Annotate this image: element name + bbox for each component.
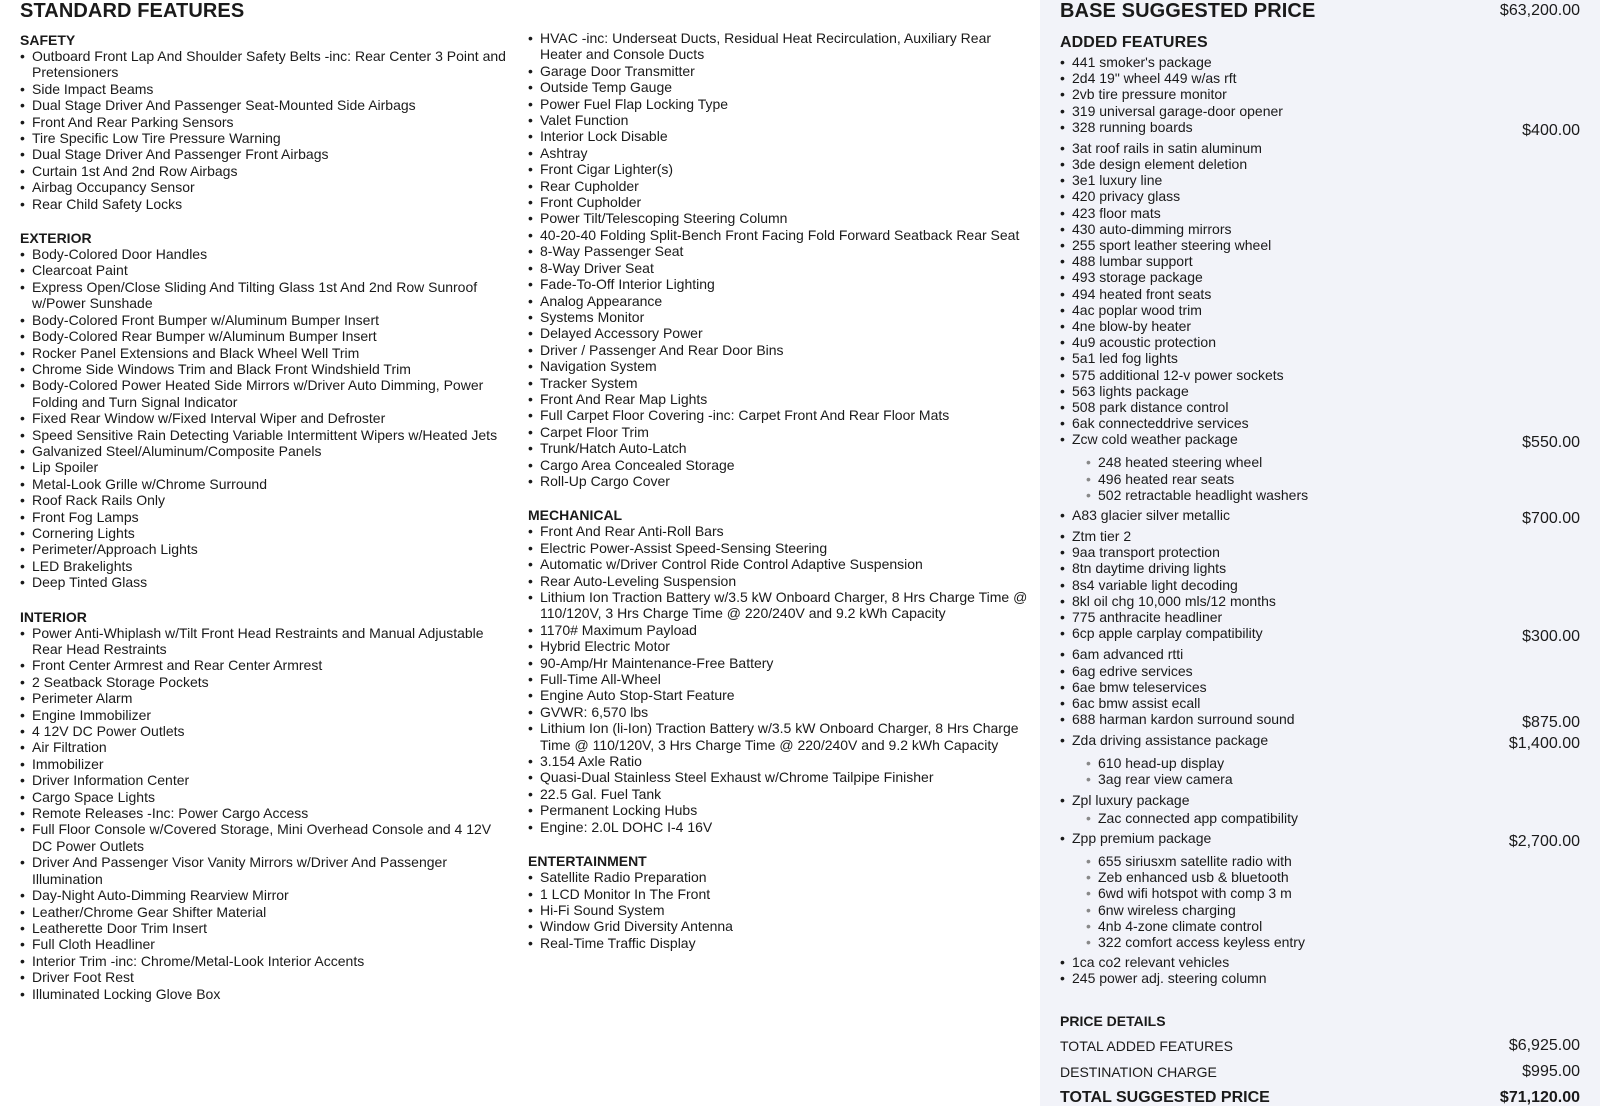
feature-item: • Window Grid Diversity Antenna: [528, 918, 1028, 934]
feature-item: • Dual Stage Driver And Passenger Seat-Mounted Side Airbags: [20, 97, 510, 113]
added-feature-label: • Zcw cold weather package: [1072, 431, 1238, 448]
feature-item: • Hi-Fi Sound System: [528, 902, 1028, 918]
feature-item: • Body-Colored Front Bumper w/Aluminum Bumper Insert: [20, 312, 510, 328]
added-feature-label: • 494 heated front seats: [1072, 285, 1212, 302]
added-feature-label: • 9aa transport protection: [1072, 544, 1220, 561]
feature-item: • Full Cloth Headliner: [20, 936, 510, 952]
section-title: MECHANICAL: [528, 507, 623, 524]
total-label: TOTAL SUGGESTED PRICE: [1060, 1088, 1270, 1106]
added-feature-price: $400.00: [1522, 121, 1580, 139]
added-feature-label: • 423 floor mats: [1072, 204, 1161, 221]
added-feature-label: • 2d4 19" wheel 449 w/as rft: [1072, 70, 1237, 87]
feature-item: • Driver And Passenger Visor Vanity Mirrors w/Driver And Passenger Illumination: [20, 854, 510, 887]
feature-item: • Ashtray: [528, 145, 1028, 161]
feature-section: [528, 30, 1028, 489]
added-feature-label: • 2vb tire pressure monitor: [1072, 86, 1227, 103]
added-feature-label: • 3e1 luxury line: [1072, 172, 1163, 189]
feature-item: • Rear Child Safety Locks: [20, 196, 510, 212]
added-feature-item: [1060, 103, 1580, 119]
added-feature-item: [1060, 318, 1580, 334]
feature-section: [20, 609, 510, 1002]
feature-item: • Carpet Floor Trim: [528, 424, 1028, 440]
added-feature-label: • 255 sport leather steering wheel: [1072, 237, 1272, 254]
package-content-item: • 496 heated rear seats: [1086, 471, 1580, 487]
added-feature-price: $2,700.00: [1508, 832, 1580, 850]
feature-item: • Interior Trim -inc: Chrome/Metal-Look Interior Accents: [20, 953, 510, 969]
added-feature-item: [1060, 415, 1580, 431]
feature-item: • Speed Sensitive Rain Detecting Variable Intermittent Wipers w/Heated Jets: [20, 427, 510, 443]
base-price-value: $63,200.00: [1499, 2, 1580, 19]
feature-item: • Remote Releases -Inc: Power Cargo Access: [20, 805, 510, 821]
added-feature-price: $875.00: [1522, 714, 1580, 732]
feature-item: • Deep Tinted Glass: [20, 574, 510, 590]
added-feature-label: • A83 glacier silver metallic: [1072, 507, 1230, 524]
added-feature-item: [1060, 286, 1580, 302]
feature-item: • Driver Information Center: [20, 772, 510, 788]
added-feature-label: • 6am advanced rtti: [1072, 646, 1184, 663]
feature-item: • Full-Time All-Wheel: [528, 671, 1028, 687]
added-feature-item: [1060, 399, 1580, 415]
feature-item: • Outside Temp Gauge: [528, 79, 1028, 95]
feature-item: • Chrome Side Windows Trim and Black Front Windshield Trim: [20, 361, 510, 377]
section-title: SAFETY: [20, 32, 76, 48]
feature-item: • Garage Door Transmitter: [528, 63, 1028, 79]
feature-item: • Driver / Passenger And Rear Door Bins: [528, 342, 1028, 358]
feature-item: • Fixed Rear Window w/Fixed Interval Wiper and Defroster: [20, 410, 510, 426]
total-added-value: $6,925.00: [1508, 1036, 1580, 1054]
total-added-row: [1060, 1037, 1580, 1055]
added-feature-item: [1060, 237, 1580, 253]
feature-item: • 1 LCD Monitor In The Front: [528, 886, 1028, 902]
price-details: [1060, 1013, 1580, 1107]
price-details-title: PRICE DETAILS: [1060, 1012, 1166, 1029]
feature-item: • Front And Rear Parking Sensors: [20, 114, 510, 130]
added-feature-item: [1060, 711, 1580, 732]
added-feature-item: [1060, 792, 1580, 826]
added-feature-item: [1060, 188, 1580, 204]
feature-item: • Lip Spoiler: [20, 459, 510, 475]
feature-list: [528, 869, 1028, 951]
feature-item: • Full Carpet Floor Covering -inc: Carpet Front And Rear Floor Mats: [528, 407, 1028, 423]
added-feature-label: • 245 power adj. steering column: [1072, 970, 1267, 987]
feature-item: • Lithium Ion (li-Ion) Traction Battery w/3.5 kW Onboard Charger, 8 Hrs Charge Time @ 110/120V, 3 Hrs Charge Time @ 220/240V and 9.2 kWh Capacity: [528, 720, 1028, 753]
total-row: [1060, 1089, 1580, 1107]
feature-item: • Cargo Area Concealed Storage: [528, 457, 1028, 473]
package-content-item: • 3ag rear view camera: [1086, 771, 1580, 787]
base-price-label: BASE SUGGESTED PRICE: [1060, 0, 1316, 22]
feature-item: • Front Center Armrest and Rear Center Armrest: [20, 657, 510, 673]
destination-row: [1060, 1063, 1580, 1081]
added-feature-item: [1060, 625, 1580, 646]
feature-section: [528, 853, 1028, 951]
feature-item: • Front And Rear Anti-Roll Bars: [528, 523, 1028, 539]
package-contents-list: [1072, 454, 1580, 503]
base-price-row: [1060, 0, 1580, 22]
feature-item: • Satellite Radio Preparation: [528, 869, 1028, 885]
feature-section: [20, 230, 510, 591]
added-feature-item: [1060, 528, 1580, 544]
feature-item: • Full Floor Console w/Covered Storage, Mini Overhead Console and 4 12V DC Power Outlets: [20, 821, 510, 854]
added-feature-item: [1060, 156, 1580, 172]
feature-item: • Galvanized Steel/Aluminum/Composite Panels: [20, 443, 510, 459]
added-feature-item: [1060, 383, 1580, 399]
added-feature-item: [1060, 205, 1580, 221]
standard-features-column-2: [528, 30, 1028, 969]
feature-item: • Day-Night Auto-Dimming Rearview Mirror: [20, 887, 510, 903]
added-feature-label: • 420 privacy glass: [1072, 188, 1181, 205]
package-content-item: • 655 siriusxm satellite radio with: [1086, 853, 1580, 869]
feature-item: • 3.154 Axle Ratio: [528, 753, 1028, 769]
added-features-list: [1060, 54, 1580, 987]
added-feature-label: • 8kl oil chg 10,000 mls/12 months: [1072, 592, 1276, 609]
added-feature-item: [1060, 695, 1580, 711]
feature-item: • Cornering Lights: [20, 525, 510, 541]
feature-item: • Trunk/Hatch Auto-Latch: [528, 440, 1028, 456]
added-feature-label: • Ztm tier 2: [1072, 528, 1132, 545]
package-content-item: • 6wd wifi hotspot with comp 3 m: [1086, 885, 1580, 901]
feature-list: [528, 523, 1028, 835]
feature-item: • Leatherette Door Trim Insert: [20, 920, 510, 936]
section-title: EXTERIOR: [20, 230, 92, 247]
added-feature-price: $700.00: [1522, 510, 1580, 528]
feature-item: • Systems Monitor: [528, 309, 1028, 325]
package-content-item: • Zeb enhanced usb & bluetooth: [1086, 869, 1580, 885]
added-feature-item: [1060, 609, 1580, 625]
feature-item: • Quasi-Dual Stainless Steel Exhaust w/Chrome Tailpipe Finisher: [528, 769, 1028, 785]
feature-item: • Body-Colored Door Handles: [20, 246, 510, 262]
feature-item: • Perimeter Alarm: [20, 690, 510, 706]
added-feature-item: [1060, 679, 1580, 695]
feature-item: • Power Tilt/Telescoping Steering Column: [528, 210, 1028, 226]
added-feature-item: [1060, 221, 1580, 237]
package-content-item: • 4nb 4-zone climate control: [1086, 918, 1580, 934]
added-feature-label: • 6cp apple carplay compatibility: [1072, 625, 1263, 642]
added-feature-item: [1060, 172, 1580, 188]
package-contents-list: [1072, 755, 1580, 787]
feature-item: • Front Cupholder: [528, 194, 1028, 210]
feature-item: • Front And Rear Map Lights: [528, 391, 1028, 407]
total-added-label: TOTAL ADDED FEATURES: [1060, 1037, 1233, 1054]
feature-item: • Rear Auto-Leveling Suspension: [528, 573, 1028, 589]
added-feature-item: [1060, 560, 1580, 576]
feature-item: • Express Open/Close Sliding And Tilting Glass 1st And 2nd Row Sunroof w/Power Sunshade: [20, 279, 510, 312]
added-feature-price: $1,400.00: [1508, 735, 1580, 753]
package-content-item: • 322 comfort access keyless entry: [1086, 934, 1580, 950]
package-contents-list: [1072, 853, 1580, 950]
added-feature-item: [1060, 544, 1580, 560]
feature-item: • Rocker Panel Extensions and Black Wheel Well Trim: [20, 345, 510, 361]
added-feature-item: [1060, 593, 1580, 609]
feature-item: • 2 Seatback Storage Pockets: [20, 674, 510, 690]
package-content-item: • 502 retractable headlight washers: [1086, 487, 1580, 503]
feature-item: • Driver Foot Rest: [20, 969, 510, 985]
package-content-item: • 248 heated steering wheel: [1086, 454, 1580, 470]
feature-item: • Permanent Locking Hubs: [528, 802, 1028, 818]
added-feature-label: • 8tn daytime driving lights: [1072, 560, 1227, 577]
feature-item: • Curtain 1st And 2nd Row Airbags: [20, 163, 510, 179]
added-feature-item: [1060, 269, 1580, 285]
added-feature-label: • 775 anthracite headliner: [1072, 609, 1223, 626]
feature-item: • 4 12V DC Power Outlets: [20, 723, 510, 739]
added-feature-item: [1060, 119, 1580, 140]
added-feature-item: [1060, 830, 1580, 950]
added-feature-item: [1060, 732, 1580, 787]
package-content-item: • 6nw wireless charging: [1086, 902, 1580, 918]
added-feature-label: • Zpl luxury package: [1072, 791, 1190, 808]
feature-item: • Interior Lock Disable: [528, 128, 1028, 144]
feature-item: • Front Cigar Lighter(s): [528, 161, 1028, 177]
feature-item: • 40-20-40 Folding Split-Bench Front Facing Fold Forward Seatback Rear Seat: [528, 227, 1028, 243]
feature-item: • Air Filtration: [20, 739, 510, 755]
destination-label: DESTINATION CHARGE: [1060, 1063, 1217, 1080]
feature-item: • Power Anti-Whiplash w/Tilt Front Head Restraints and Manual Adjustable Rear Head Restraints: [20, 625, 510, 658]
added-feature-label: • 6ag edrive services: [1072, 662, 1193, 679]
feature-item: • GVWR: 6,570 lbs: [528, 704, 1028, 720]
added-feature-item: [1060, 431, 1580, 503]
feature-item: • Navigation System: [528, 358, 1028, 374]
feature-item: • Hybrid Electric Motor: [528, 638, 1028, 654]
added-feature-item: [1060, 334, 1580, 350]
feature-item: • Outboard Front Lap And Shoulder Safety Belts -inc: Rear Center 3 Point and Pretensioners: [20, 48, 510, 81]
feature-item: • 8-Way Driver Seat: [528, 260, 1028, 276]
added-feature-item: [1060, 577, 1580, 593]
added-feature-item: [1060, 663, 1580, 679]
feature-item: • Clearcoat Paint: [20, 262, 510, 278]
added-feature-label: • 4u9 acoustic protection: [1072, 334, 1216, 351]
feature-list: [20, 48, 510, 212]
added-feature-item: [1060, 646, 1580, 662]
feature-item: • Valet Function: [528, 112, 1028, 128]
feature-item: • Engine Immobilizer: [20, 707, 510, 723]
standard-features-column-1: [20, 0, 510, 1020]
added-feature-label: • Zpp premium package: [1072, 829, 1212, 846]
feature-list: [528, 30, 1028, 489]
added-feature-label: • Zda driving assistance package: [1072, 732, 1269, 749]
added-feature-item: [1060, 350, 1580, 366]
added-feature-item: [1060, 954, 1580, 970]
feature-item: • Dual Stage Driver And Passenger Front Airbags: [20, 146, 510, 162]
added-feature-item: [1060, 253, 1580, 269]
added-feature-label: • 563 lights package: [1072, 382, 1189, 399]
added-feature-label: • 328 running boards: [1072, 118, 1193, 135]
feature-section: [528, 507, 1028, 835]
feature-item: • Roof Rack Rails Only: [20, 492, 510, 508]
added-feature-label: • 3de design element deletion: [1072, 156, 1248, 173]
feature-item: • Lithium Ion Traction Battery w/3.5 kW Onboard Charger, 8 Hrs Charge Time @ 110/120V, 3 Hrs Charge Time @ 220/240V and 9.2 kWh Capacity: [528, 589, 1028, 622]
feature-item: • Fade-To-Off Interior Lighting: [528, 276, 1028, 292]
added-feature-item: [1060, 302, 1580, 318]
feature-item: • 22.5 Gal. Fuel Tank: [528, 786, 1028, 802]
added-feature-label: • 6ak connecteddrive services: [1072, 415, 1249, 432]
feature-item: • Power Fuel Flap Locking Type: [528, 96, 1028, 112]
feature-item: • Engine: 2.0L DOHC I-4 16V: [528, 819, 1028, 835]
feature-item: • LED Brakelights: [20, 558, 510, 574]
added-feature-label: • 8s4 variable light decoding: [1072, 576, 1238, 593]
added-feature-label: • 575 additional 12-v power sockets: [1072, 366, 1284, 383]
feature-item: • Analog Appearance: [528, 293, 1028, 309]
added-feature-label: • 5a1 led fog lights: [1072, 350, 1178, 367]
section-title: ENTERTAINMENT: [528, 853, 647, 870]
added-feature-item: [1060, 970, 1580, 986]
package-content-item: • Zac connected app compatibility: [1086, 810, 1580, 826]
feature-item: • Body-Colored Rear Bumper w/Aluminum Bumper Insert: [20, 328, 510, 344]
feature-item: • Body-Colored Power Heated Side Mirrors w/Driver Auto Dimming, Power Folding and Turn Signal Indicator: [20, 377, 510, 410]
package-contents-list: [1072, 810, 1580, 826]
price-panel: [1040, 0, 1600, 1106]
added-feature-item: [1060, 507, 1580, 528]
feature-list: [20, 246, 510, 591]
feature-item: • Rear Cupholder: [528, 178, 1028, 194]
added-feature-label: • 4ac poplar wood trim: [1072, 301, 1202, 318]
added-feature-item: [1060, 140, 1580, 156]
feature-item: • 90-Amp/Hr Maintenance-Free Battery: [528, 655, 1028, 671]
added-feature-price: $550.00: [1522, 434, 1580, 452]
added-feature-label: • 688 harman kardon surround sound: [1072, 711, 1295, 728]
added-feature-label: • 3at roof rails in satin aluminum: [1072, 139, 1262, 156]
added-feature-item: [1060, 367, 1580, 383]
feature-item: • Cargo Space Lights: [20, 789, 510, 805]
feature-item: • 8-Way Passenger Seat: [528, 243, 1028, 259]
feature-item: • Front Fog Lamps: [20, 509, 510, 525]
total-value: $71,120.00: [1499, 1088, 1580, 1106]
added-feature-label: • 508 park distance control: [1072, 399, 1229, 416]
feature-item: • Roll-Up Cargo Cover: [528, 473, 1028, 489]
feature-item: • Side Impact Beams: [20, 81, 510, 97]
feature-item: • Airbag Occupancy Sensor: [20, 179, 510, 195]
added-feature-label: • 6ac bmw assist ecall: [1072, 694, 1201, 711]
feature-item: • Immobilizer: [20, 756, 510, 772]
feature-item: • Engine Auto Stop-Start Feature: [528, 687, 1028, 703]
feature-item: • Automatic w/Driver Control Ride Control Adaptive Suspension: [528, 556, 1028, 572]
package-content-item: • 610 head-up display: [1086, 755, 1580, 771]
added-feature-label: • 430 auto-dimming mirrors: [1072, 220, 1232, 237]
feature-item: • Tracker System: [528, 375, 1028, 391]
added-feature-label: • 6ae bmw teleservices: [1072, 678, 1207, 695]
feature-item: • 1170# Maximum Payload: [528, 622, 1028, 638]
feature-item: • Tire Specific Low Tire Pressure Warning: [20, 130, 510, 146]
feature-item: • Real-Time Traffic Display: [528, 935, 1028, 951]
feature-section: [20, 32, 510, 212]
feature-item: • Metal-Look Grille w/Chrome Surround: [20, 476, 510, 492]
added-feature-label: • 493 storage package: [1072, 269, 1203, 286]
added-feature-label: • 488 lumbar support: [1072, 253, 1193, 270]
added-feature-label: • 319 universal garage-door opener: [1072, 102, 1283, 119]
feature-item: • Illuminated Locking Glove Box: [20, 986, 510, 1002]
feature-item: • Leather/Chrome Gear Shifter Material: [20, 904, 510, 920]
added-features-title: ADDED FEATURES: [1060, 34, 1208, 51]
feature-item: • Perimeter/Approach Lights: [20, 541, 510, 557]
standard-features-title: STANDARD FEATURES: [20, 0, 245, 22]
added-feature-label: • 4ne blow-by heater: [1072, 318, 1192, 335]
added-feature-item: [1060, 70, 1580, 86]
feature-list: [20, 625, 510, 1002]
added-feature-label: • 1ca co2 relevant vehicles: [1072, 954, 1230, 971]
feature-item: • Delayed Accessory Power: [528, 325, 1028, 341]
feature-item: • Electric Power-Assist Speed-Sensing Steering: [528, 540, 1028, 556]
section-title: INTERIOR: [20, 608, 87, 625]
added-feature-price: $300.00: [1522, 628, 1580, 646]
added-feature-item: [1060, 86, 1580, 102]
destination-value: $995.00: [1522, 1062, 1580, 1080]
added-feature-label: • 441 smoker's package: [1072, 54, 1212, 70]
feature-item: • HVAC -inc: Underseat Ducts, Residual Heat Recirculation, Auxiliary Rear Heater and Console Ducts: [528, 30, 1028, 63]
added-feature-item: [1060, 54, 1580, 70]
